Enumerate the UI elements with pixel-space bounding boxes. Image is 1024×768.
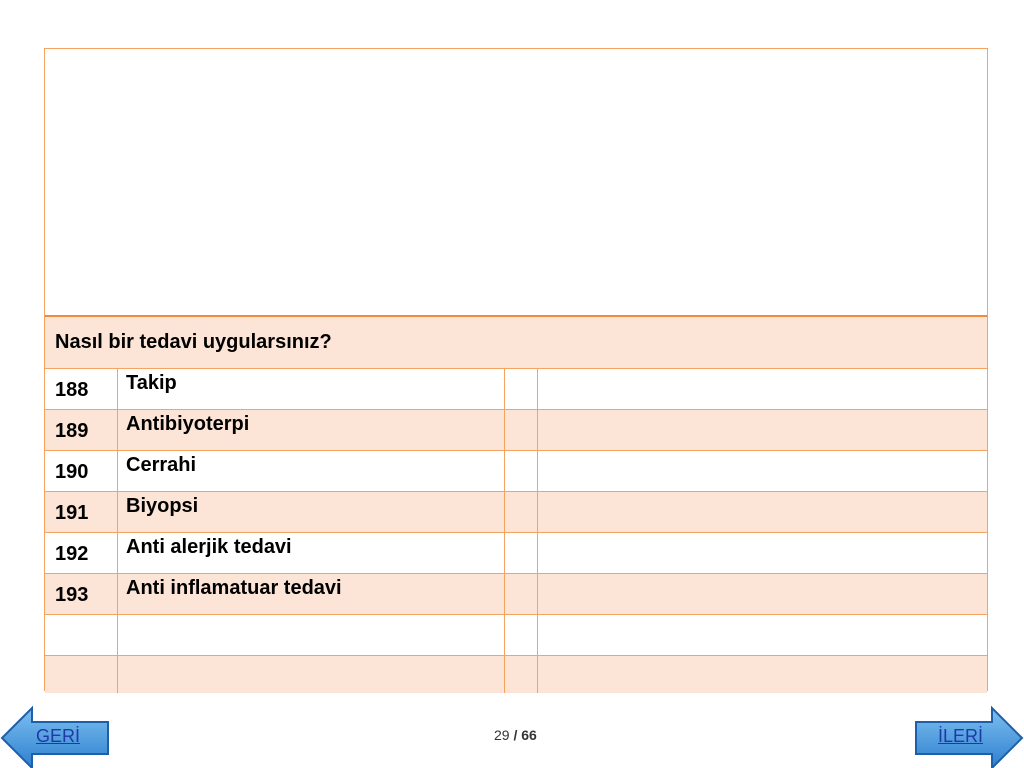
option-text: Anti inflamatuar tedavi [118,574,505,614]
option-number [45,615,118,655]
option-number: 189 [45,410,118,450]
option-notes [538,533,987,573]
option-text: Biyopsi [118,492,505,532]
back-button[interactable] [0,704,112,768]
option-checkbox[interactable] [505,451,538,491]
question-header [45,317,987,369]
option-checkbox[interactable] [505,492,538,532]
option-notes [538,492,987,532]
option-number: 192 [45,533,118,573]
table-row[interactable] [45,410,987,451]
option-number: 190 [45,451,118,491]
option-notes [538,369,987,409]
option-checkbox[interactable] [505,533,538,573]
table-row[interactable] [45,369,987,410]
option-checkbox [505,656,538,693]
option-rows [45,369,987,693]
next-button[interactable] [912,704,1024,768]
option-notes [538,574,987,614]
table-row[interactable] [45,574,987,615]
option-notes [538,656,987,693]
table-row [45,615,987,656]
back-label[interactable]: GERİ [36,726,81,746]
option-text [118,656,505,693]
table-row[interactable] [45,492,987,533]
total-pages: 66 [521,727,537,743]
answer-table [44,48,988,691]
option-checkbox[interactable] [505,369,538,409]
image-placeholder [45,49,987,317]
table-row[interactable] [45,451,987,492]
option-text: Takip [118,369,505,409]
option-notes [538,615,987,655]
option-checkbox[interactable] [505,410,538,450]
next-label[interactable]: İLERİ [938,726,984,746]
option-number: 191 [45,492,118,532]
option-text: Cerrahi [118,451,505,491]
option-number: 193 [45,574,118,614]
table-row [45,656,987,693]
option-checkbox[interactable] [505,574,538,614]
page-separator: / [513,727,518,743]
option-number: 188 [45,369,118,409]
option-text [118,615,505,655]
option-text: Antibiyoterpi [118,410,505,450]
page-counter [494,727,537,743]
option-text: Anti alerjik tedavi [118,533,505,573]
current-page: 29 [494,727,510,743]
option-checkbox [505,615,538,655]
question-text: Nasıl bir tedavi uygularsınız? [55,331,332,353]
option-notes [538,410,987,450]
table-row[interactable] [45,533,987,574]
option-notes [538,451,987,491]
option-number [45,656,118,693]
